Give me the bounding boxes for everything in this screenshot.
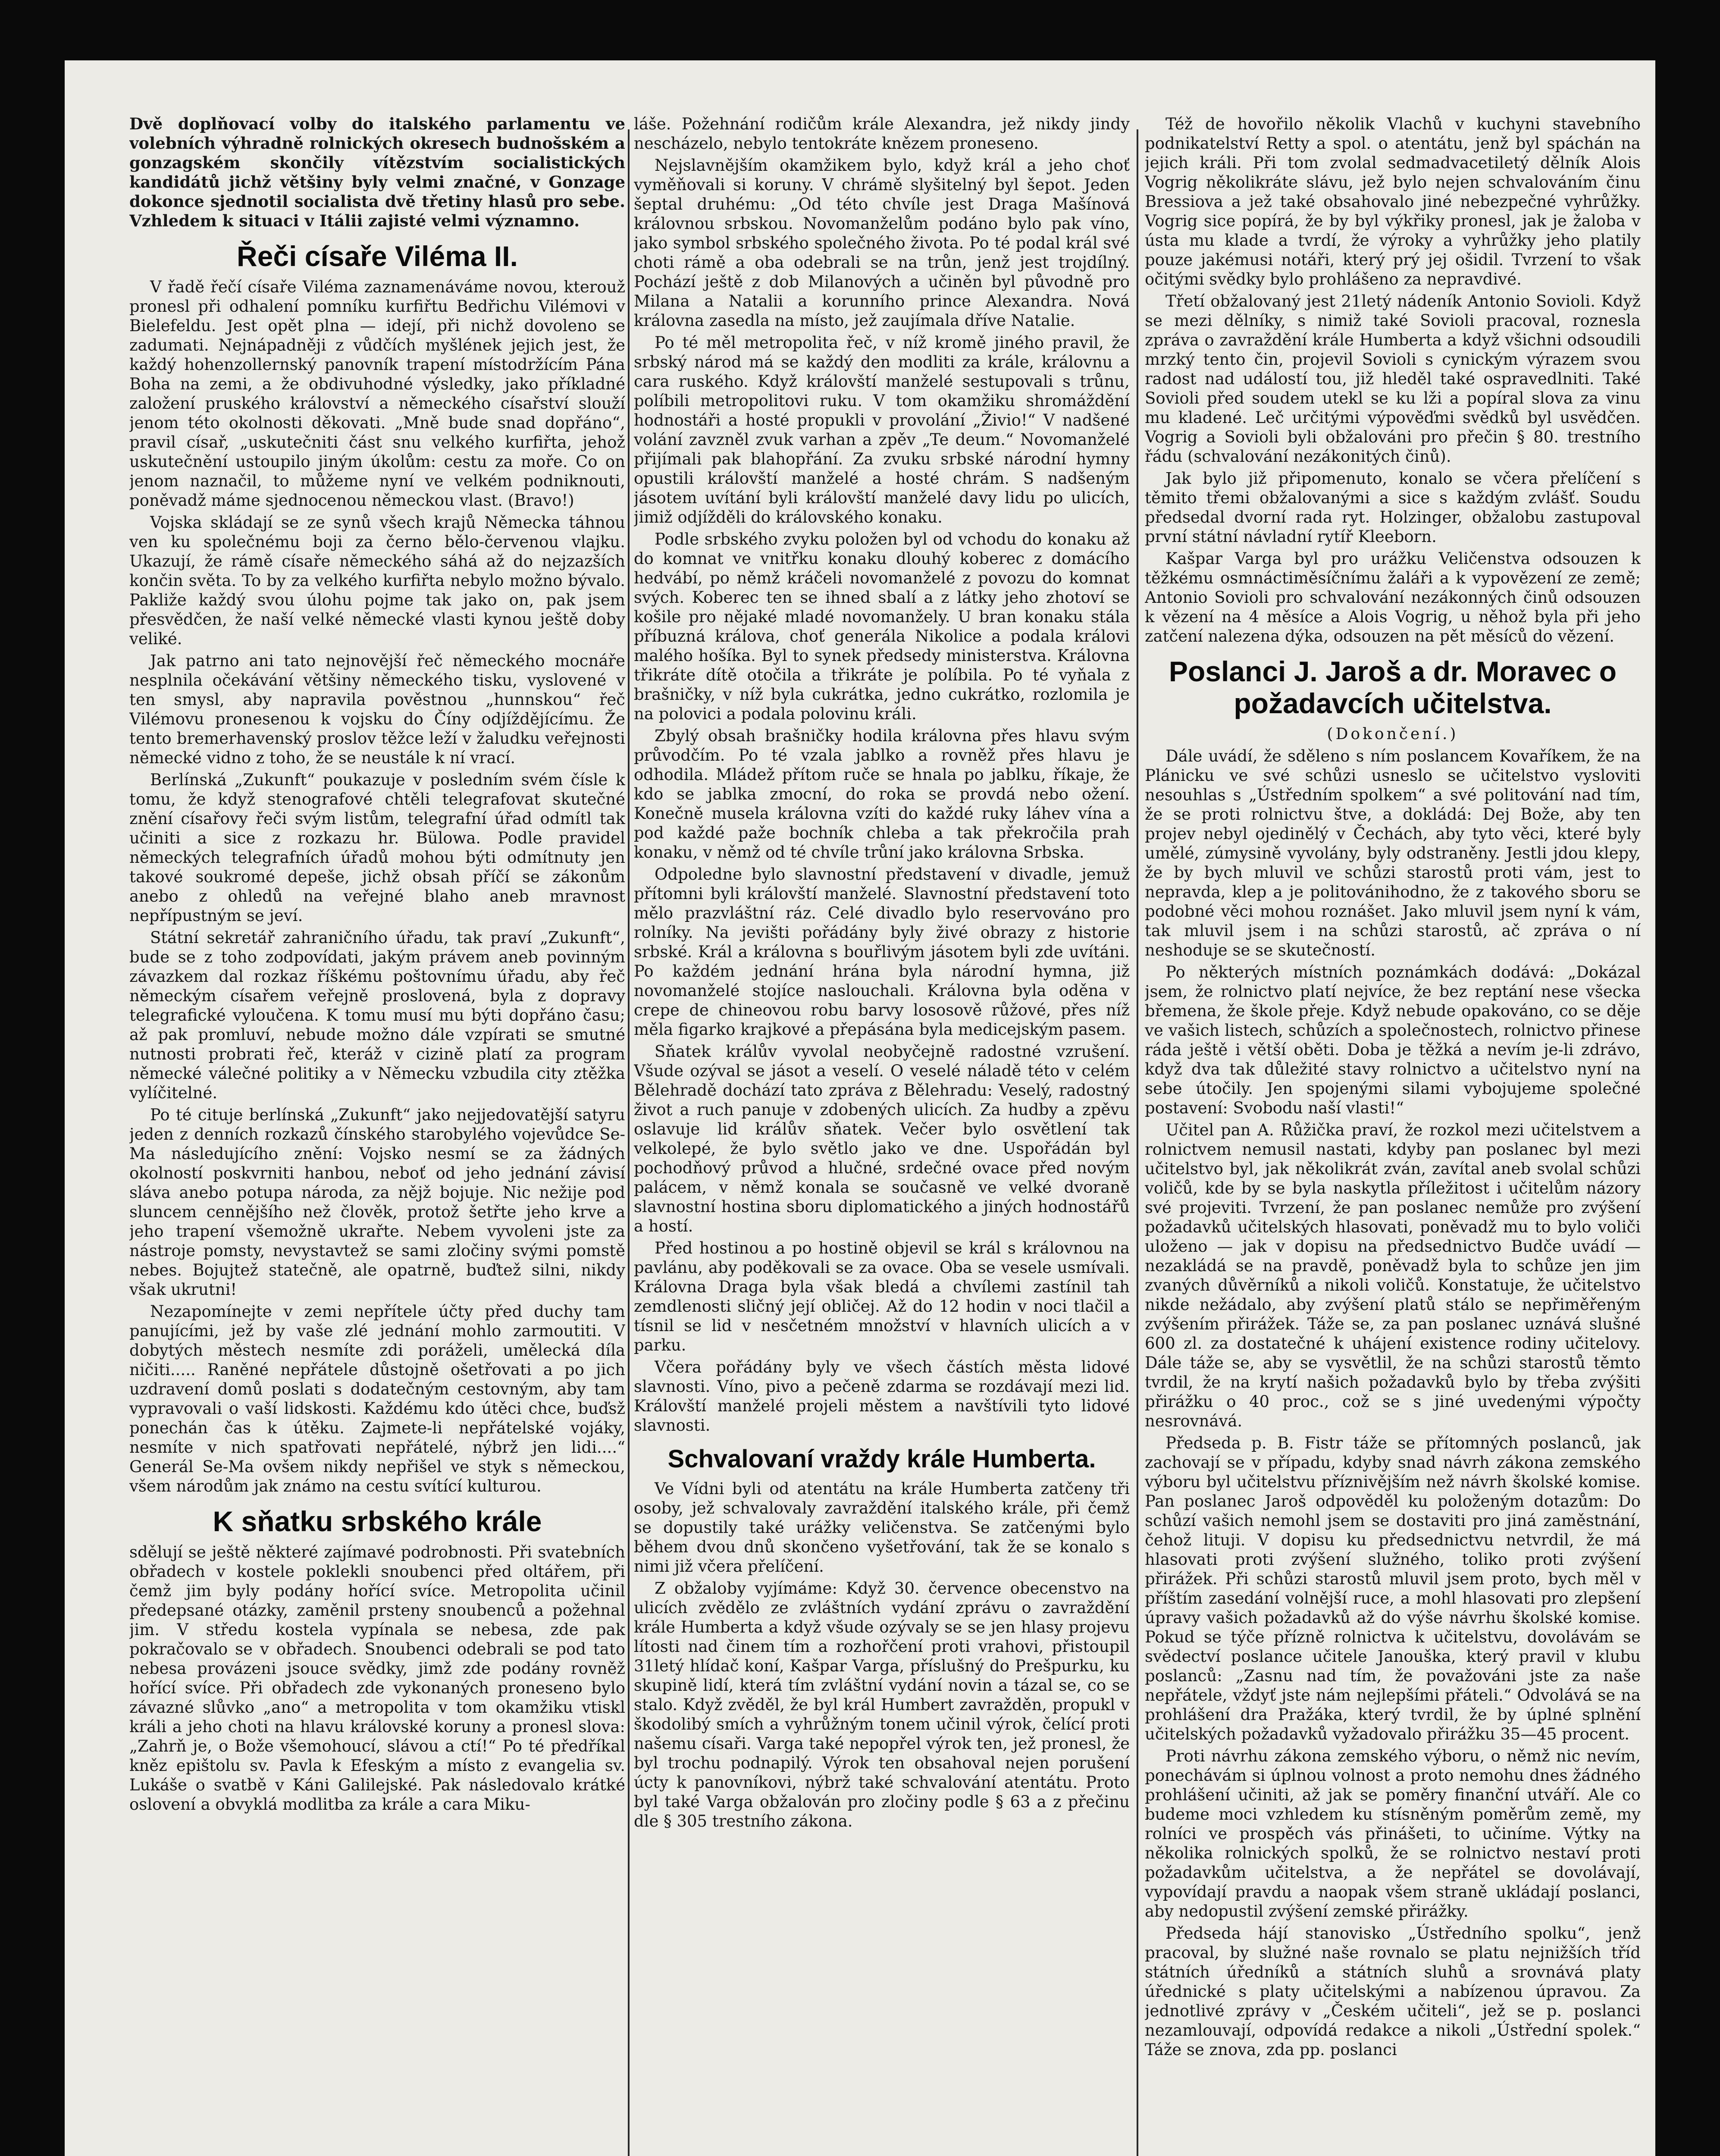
article-italy-elections: Dvě doplňovací volby do italského parlamentu ve volebních výhradně rolnických okresech budnošském a gonzagském skončily vítězstvím socialistických kandidátů jichž většiny byly velmi značné, v Gonzage dokonce sjednotil socialista dvě třetiny hlasů pro sebe. Vzhledem k situaci v Itálii zajisté velmi významno.: [129, 114, 625, 230]
paragraph: Po některých místních poznámkách dodává: „Dokázal jsem, že rolnictvo platí nejvíce, že bez reptání nese všecka břemena, že škole přeje. Když nebude opakováno, co se děje ve vašich listech, schůzích a společnostech, rolnictvo přinese ráda ještě i větší oběti. Doba je těžká a nevím je-li zdrávo, když dva tak důležité stavy rolnictvo a učitelstvo nyní na sebe útočily. Jen spojenými silami vybojujeme společné postavení: Svobodu naší vlasti!“: [1145, 963, 1641, 1117]
paragraph: Kašpar Varga byl pro urážku Veličenstva odsouzen k těžkému osmnáctiměsíčnímu žaláři a k vypovězení ze země; Antonio Sovioli pro schvalování nezákonných činů odsouzen k vězení na 4 měsíce a Alois Vogrig, u něhož byla při jeho zatčení nalezena dýka, odsouzen na pět měsíců do vězení.: [1145, 549, 1641, 646]
paragraph: láše. Požehnání rodičům krále Alexandra, jež nikdy jindy nescházelo, nebylo tentokráte knězem proneseno.: [634, 115, 1130, 153]
paragraph: Ve Vídni byli od atentátu na krále Humberta zatčeny tři osoby, jež schvalovaly zavraždění italského krále, při čemž se dopustily také urážky veličenstva. Se zatčenými bylo během dvou dnů skončeno vyšetřování, tak že se konalo s nimi již včera přelíčení.: [634, 1479, 1130, 1576]
heading-deputies-teachers: Poslanci J. Jaroš a dr. Moravec o požadavcích učitelstva.: [1169, 655, 1617, 719]
heading-humbert-murder-approval: Schvalovaní vraždy krále Humberta.: [667, 1445, 1096, 1473]
paragraph: Včera pořádány byly ve všech částích města lidové slavnosti. Víno, pivo a pečeně zdarma se rozdávají mezi lid. Královští manželé projeli městem a navštívili tyto lidové slavnosti.: [634, 1358, 1130, 1435]
column-1: [129, 114, 625, 2156]
paragraph: Berlínská „Zukunft“ poukazuje v posledním svém čísle k tomu, že když stenografové chtěli telegrafovat skutečné znění císařovy řeči svým listům, telegrafní úřad odmítl tak učiniti a sice z rozkazu hr. Bülowa. Podle pravidel německých telegrafních úřadů mohou býti odmítnuty jen takové soukromé depeše, jichž obsah příčí se zákonům anebo z ohledů na veřejné blaho aneb mravnost nepřípustným se jeví.: [129, 771, 625, 925]
paragraph: Zbylý obsah brašničky hodila královna přes hlavu svým průvodčím. Po té vzala jablko a rovněž přes hlavu je odhodila. Mládež přítom ruče se hnala po jablku, říkaje, že kdo se jablka zmocní, do roka se provdá nebo ožení. Konečně musela královna vzíti do každé ruky láhev vína a pod každé paže bochník chleba a tak překročila prah konaku, v němž od té chvíle trůní jako královna Srbska.: [634, 727, 1130, 862]
paragraph: Jak patrno ani tato nejnovější řeč německého mocnáře nesplnila očekávání většiny německého tisku, vyslovené v ten smysl, aby napravila pověstnou „hunnskou“ řeč Vilémovu pronesenou k vojsku do Číny odjíždějícímu. Že tento bremerhavenský proslov těžce leží v žaludku veřejnosti německé vidno z toho, že se neustále k ní vrací.: [129, 652, 625, 767]
paragraph: Před hostinou a po hostině objevil se král s královnou na pavlánu, aby poděkovali se za ovace. Oba se vesele usmívali. Královna Draga byla však bledá a chvílemi zastínil tah zemdlenosti sličný její obličej. Až do 12 hodin v noci tlačil a tísnil se lid v nesčetném množství v hlavních ulicích a v parku.: [634, 1239, 1130, 1354]
column-rule-1: [628, 129, 630, 2156]
paragraph: Státní sekretář zahraničního úřadu, tak praví „Zukunft“, bude se z toho zodpovídati, jakým právem aneb povinným závazkem dal rozkaz říškému poštovnímu úřadu, aby řeč německým císařem veřejně proslovená, byla z dopravy telegrafické vyloučena. K tomu musí mu býti dopřáno času; až pak promluví, nebude možno dále vzpírati se smutné nutnosti probrati řeč, kteráž v cizině platí za program německé válečné politiky a v Německu vzbudila city ztěžka vylíčitelné.: [129, 928, 625, 1102]
paragraph: Dále uvádí, že sděleno s ním poslancem Kovaříkem, že na Plánicku ve své schůzi usneslo se učitelstvo vysloviti nesouhlas s „Ústředním spolkem“ a své politování nad tím, že se proti rolnictvu štve, a dokládá: Dej Bože, aby ten projev nebyl ojedinělý v Čechách, aby tyto věci, které byly umělé, zúmysině vyvolány, byly odstraněny. Jestli jdou klepy, že by bych mluvil ve schůzi starostů proti vám, jest to nepravda, klep a je politovánihodno, že z takového sboru se podobné věci mohou roznášet. Jako mluvil jsem nyní k vám, tak mluvil jsem i na schůzi starostů, ač zpráva o ní neshoduje se se skutečností.: [1145, 747, 1641, 959]
paragraph: Sňatek králův vyvolal neobyčejně radostné vzrušení. Všude ozýval se jásot a veselí. O veselé náladě této v celém Bělehradě dochází tato zpráva z Bělehradu: Veselý, radostný život a ruch panuje v zdobených ulicích. Za hudby a zpěvu oslavuje lid králův sňatek. Večer bylo osvětlení tak velkolepé, že bylo světlo jako ve dne. Uspořádán byl pochodňový průvod a hlučné, srdečné ovace před novým palácem, v němž konala se současně ve velké dvoraně slavnostní hostina sboru diplomatického a jiných hodnostářů a hostí.: [634, 1042, 1130, 1235]
continuation-note: (Dokončení.): [1327, 725, 1459, 743]
paragraph: Nezapomínejte v zemi nepřítele účty před duchy tam panujícími, jež by vaše zlé jednání mohlo zarmoutiti. V dobytých městech nesmíte zdi poráželi, umělecká díla ničiti..... Raněné nepřátele důstojně ošetřovati a po jich uzdravení domů poslati s dodatečným cestovným, aby tam vypravovali o vaší lidskosti. Každému kdo útěci chce, buďsž ponechán čas k útěku. Zajmete-li nepřátelské vojáky, nesmíte v nich spatřovati nepřátelé, nýbrž jen lidi....“ Generál Se-Ma ovšem nikdy nepřišel ve styk s německou, všem národům jak známo na cestu svítící kulturou.: [129, 1302, 625, 1495]
paragraph: sdělují se ještě některé zajímavé podrobnosti. Při svatebních obřadech v kostele poklekli snoubenci před oltářem, při čemž jim byly podány hořící svíce. Metropolita učinil předepsané otázky, zaměnil prsteny snoubenců a požehnal jim. V středu kostela vypínala se nebesa, zde pak pokračovalo se v obřadech. Snoubenci odebrali se pod tato nebesa provázeni jsouce svědky, jimž zde podány rovněž hořící svíce. Při obřadech zde vykonaných proneseno bylo závazné slůvko „ano“ a metropolita v tom okamžiku vtiskl králi a jeho choti na hlavu královské koruny a pronesl slova: „Zahrň je, o Bože všemohoucí, slávou a ctí!“ Po té předříkal kněz epištolu sv. Pavla k Efeským a místo z evangelia sv. Lukáše o svatbě v Káni Galilejské. Pak následovalo krátké oslovení a obvyklá modlitba za krále a cara Miku-: [129, 1543, 625, 1814]
heading-serbian-king-wedding: K sňatku srbského krále: [213, 1505, 542, 1537]
paragraph: Předseda p. B. Fistr táže se přítomných poslanců, jak zachovají se v případu, kdyby snad návrh zákona zemského výboru byl učitelstvu příznivějším než návrh školské komise. Pan poslanec Jaroš odpověděl ku položeným dotazům: Do schůzí vašich nemohl jsem se dostaviti pro jiná zaměstnání, čehož lituji. V dopisu ku předsednictvu netvrdil, že má hlasovati proti zvýšení služného, toliko proti zvýšení přirážek. Při schůzi starostů mluvil jsem proto, bych měl v příštím zasedání volnější ruce, a mohl hlasovati pro zlepšení úpravy vašich požadavků až do výše návrhu školské komise. Pokud se týče přízně rolnictva k učitelstvu, dovolávám se svědectví poslance učitele Janouška, který pravil v klubu poslanců: „Zasnu nad tím, že považováni jste za naše nepřátele, vždyť jste nám nejlepšími přáteli.“ Odvolává se na prohlášení dra Pražáka, který tvrdil, že by úplné splnění učitelských požadavků vyžadovalo přirážku 35—45 procent.: [1145, 1434, 1641, 1743]
paragraph: Učitel pan A. Růžička praví, že rozkol mezi učitelstvem a rolnictvem nemusil nastati, kdyby pan poslanec byl mezi učitelstvo byl, jak několikrát zván, zavítal aneb svolal schůzi voličů, kde by se byla naskytla příležitost i učitelům názory své projeviti. Tvrzení, že pan poslanec nemůže pro zvýšení požadavků učitelských hlasovati, poněvadž mu to bylo voliči uloženo — jak v dopisu na předsednictvo Budče uvádí — nezakládá se na pravdě, poněvadž byla to schůze jen jim zvaných důvěrníků a nikoli voličů. Konstatuje, že učitelstvo nikde nežádalo, aby zvýšení platů stálo se nepřiměřeným zvýšením přirážek. Táže se, za pan poslanec uznává slušné 600 zl. za dostatečné k uhájení existence rodiny učitelovy. Dále táže se, aby se vysvětlil, že na schůzi starostů těmto tvrdil, že na krytí našich požadavků bylo by třeba zvýšiti přirážku o 40 proc., což se s jiné uvedenými výpočty nesrovnává.: [1145, 1121, 1641, 1430]
newspaper-page: [65, 60, 1655, 2156]
paragraph: Z obžaloby vyjímáme: Když 30. července obecenstvo na ulicích zvědělo ze zvláštních vydání zprávu o zavraždění krále Humberta a když všude ozývaly se se jen hlasy projevu lítosti nad činem tím a rozhořčení proti vrahovi, přistoupil 31letý hlídač koní, Kašpar Varga, příslušný do Prešpurku, ku skupině lidí, která tím zvláštní vydání novin a tázal se, co se stalo. Když zvěděl, že byl král Humbert zavražděn, propukl v škodolibý smích a vyhrůžným tonem učinil výrok, čelící proti našemu císaři. Varga také nepopřel výrok ten, jež pronesl, že byl trochu podnapilý. Výrok ten obsahoval nejen porušení úcty k panovníkovi, nýbrž také schvalování atentátu. Proto byl také Varga obžalován pro zločiny podle § 63 a z přečinu dle § 305 trestního zákona.: [634, 1579, 1130, 1830]
column-3: [1145, 114, 1641, 2156]
column-rule-2: [1137, 129, 1138, 2156]
paragraph: Proti návrhu zákona zemského výboru, o němž nic nevím, ponechávám si úplnou volnost a proto nemohu dnes žádného prohlášení učiniti, až jak se poměry finanční utváří. Ale co budeme moci vzhledem ku stísněným poměrům země, my rolníci ve prospěch vás přinášeti, to učiníme. Výtky na několika rolnických spolků, že se rolnictvo nestaví proti požadavkům učitelstva, a že nepřátel se dovolávají, vypovídají pravdu a naopak všem straně ukládají poslanci, aby nedopustil zvýšení zemské přirážky.: [1145, 1747, 1641, 1921]
paragraph: Po té měl metropolita řeč, v níž kromě jiného pravil, že srbský národ má se každý den modliti za krále, královnu a cara ruského. Když královští manželé sestupovali s trůnu, políbili metropolitovi ruku. V tom okamžiku shromáždění hodnostáři a hosté propukli v provolání „Živio!“ V nadšené volání zavzněl zvuk varhan a zpěv „Te deum.“ Novomanželé přijímali pak blahopřání. Za zvuku srbské národní hymny opustili královští manželé a hosté chrám. S nadšeným jásotem uvítání byli královští manželé davy lidu po ulicích, jimiž odjížděli do královského konaku.: [634, 333, 1130, 526]
paragraph: V řadě řečí císaře Viléma zaznamenáváme novou, kterouž pronesl při odhalení pomníku kurfiřtu Bedřichu Vilémovi v Bielefeldu. Jest opět plna — idejí, při nichž dovoleno se zadumati. Nejnápadněji z vůdčích myšlének jejich jest, že každý hohenzollernský panovník trapení místodržícím Pána Boha na zemi, a že obdivuhodné výsledky, jako příkladné založení pruského království a německého císařství slouží jenom této okolnosti děkovati. „Mně bude snad dopřáno“, pravil císař, „uskutečniti část snu velkého kurfiřta, jehož uskutečnění ustoupilo jiným úkolům: cestu za moře. Co on jenom naznačil, to můžeme nyní ve velkém podniknouti, poněvadž máme sjednocenou německou vlast. (Bravo!): [129, 278, 625, 510]
heading-wilhelm-speeches: Řeči císaře Viléma II.: [237, 240, 518, 272]
paragraph: Odpoledne bylo slavnostní představení v divadle, jemuž přítomni byli královští manželé. Slavnostní představení toto mělo prazvláštní ráz. Celé divadlo bylo reservováno pro rolníky. Na jevišti pořádány byly živé obrazy z historie srbské. Král a královna s bouřlivým jásotem byli zde uvítáni. Po každém jednání hrána byla národní hymna, již novomanželé stojíce naslouchali. Královna byla oděna v crepe de chineovou robu barvy lososově růžové, přes níž měla figarko krajkové a přepásána byla medicejským pasem.: [634, 865, 1130, 1039]
paragraph: Nejslavnějším okamžikem bylo, když král a jeho choť vyměňovali si koruny. V chrámě slyšitelný byl šepot. Jeden šeptal druhému: „Od této chvíle jest Draga Mašínová královnou srbskou. Novomanželům podáno bylo pak víno, jako symbol srbského společného života. Po té podal král své choti rámě a oba odebrali se na trůn, jenž jest trojdílný. Pochází ještě z dob Milanových a učiněn byl původně pro Milana a Natalii a korunního prince Alexandra. Nová královna zasedla na místo, jež zaujímala dříve Natalie.: [634, 156, 1130, 330]
paragraph: Po té cituje berlínská „Zukunft“ jako nejjedovatější satyru jeden z denních rozkazů čínského starobylého vojevůdce Se-Ma následujícího znění: Vojsko nesmí se za žádných okolností poskvrniti hanbou, neboť od jeho jednání závisí sláva anebo potupa národa, za nějž bojuje. Nic nežije pod sluncem cennějšího než člověk, protož šetřte jeho krve a jeho trapení všemožně ukrařte. Nebem vyvoleni jste za nástroje pomsty, nevystavtež se sami zločiny svými pomstě nebes. Bojujtež statečně, ale opatrně, buďtež silni, nikdy však ukrutni!: [129, 1106, 625, 1299]
paragraph: Předseda hájí stanovisko „Ústředního spolku“, jenž pracoval, by služné naše rovnalo se platu nejnižších tříd státních úředníků a státních sluhů a srovnává platy úřednické s platy učitelskými a nabízenou úpravou. Za jednotlivé zprávy v „Českém učiteli“, jež se p. poslanci nezamlouvají, odpovídá redakce a nikoli „Ústřední spolek.“ Táže se znova, zda pp. poslanci: [1145, 1924, 1641, 2059]
paragraph: Vojska skládají se ze synů všech krajů Německa táhnou ven ku společnému boji za černo bělo-červenou vlajku. Ukazují, že rámě císaře německého sáhá až do nejzazších končin světa. To by za velkého kurfiřta nebylo možno bývalo. Pakliže každý svou úlohu pojme tak jako on, pak jsem přesvědčen, že naší velké německé vlasti kynou ještě doby veliké.: [129, 513, 625, 648]
paragraph: Třetí obžalovaný jest 21letý nádeník Antonio Sovioli. Když se mezi dělníky, s nimiž také Sovioli pracoval, roznesla zpráva o zavraždění krále Humberta a když všichni odsoudili mrzký tento čin, projevil Sovioli s cynickým výrazem svou radost nad událostí tou, již hleděl také ospravedlniti. Také Sovioli před soudem utekl se ku lži a popíral slova za vinu mu kladené. Leč určitými výpověďmi svědků byl usvědčen. Vogrig a Sovioli byli obžalováni pro přečin § 80. trestního řádu (schvalování nezákonitých činů).: [1145, 292, 1641, 466]
paragraph: Jak bylo již připomenuto, konalo se včera přelíčení s těmito třemi obžalovanými a sice s každým zvlášť. Soudu předsedal dvorní rada ryt. Holzinger, obžalobu zastupoval první státní návladní rytíř Kleeborn.: [1145, 469, 1641, 546]
paragraph: Též de hovořilo několik Vlachů v kuchyni stavebního podnikatelství Retty a spol. o atentátu, jenž byl spáchán na jejich králi. Při tom zvolal sedmadvacetiletý dělník Alois Vogrig několikráte slávu, jež bylo nejen schvalováním činu Bressiova a jež také obsahovalo jiné nebezpečné vyhrůžky. Vogrig sice popírá, že by byl výkřiky pronesl, jak je žaloba v ústa mu klade a tvrdí, že výroky a vyhrůžky jeho platily pouze jakémusi notáři, který prý jej ošidil. Tvrzení to však očitými svědky bylo prohlášeno za nepravdivé.: [1145, 115, 1641, 288]
paragraph: Podle srbského zvyku položen byl od vchodu do konaku až do komnat ve vnitřku konaku dlouhý koberec z domácího hedvábí, po němž kráčeli novomanželé z povozu do komnat svých. Koberec ten se ihned sbalí a z látky jeho zhotoví se košile pro nějaké mladé novomanžely. U bran konaku stála příbuzná králova, choť generála Nikolice a podala královi malého hošíka. Byl to synek předsedy ministerstva. Královna třikráte dítě otočila a třikráte je políbila. Po té vyňala z brašničky, v níž byla cukrátka, jedno cukrátko, rozlomila je na polovici a podala polovinu králi.: [634, 530, 1130, 723]
column-2: [634, 114, 1130, 2156]
